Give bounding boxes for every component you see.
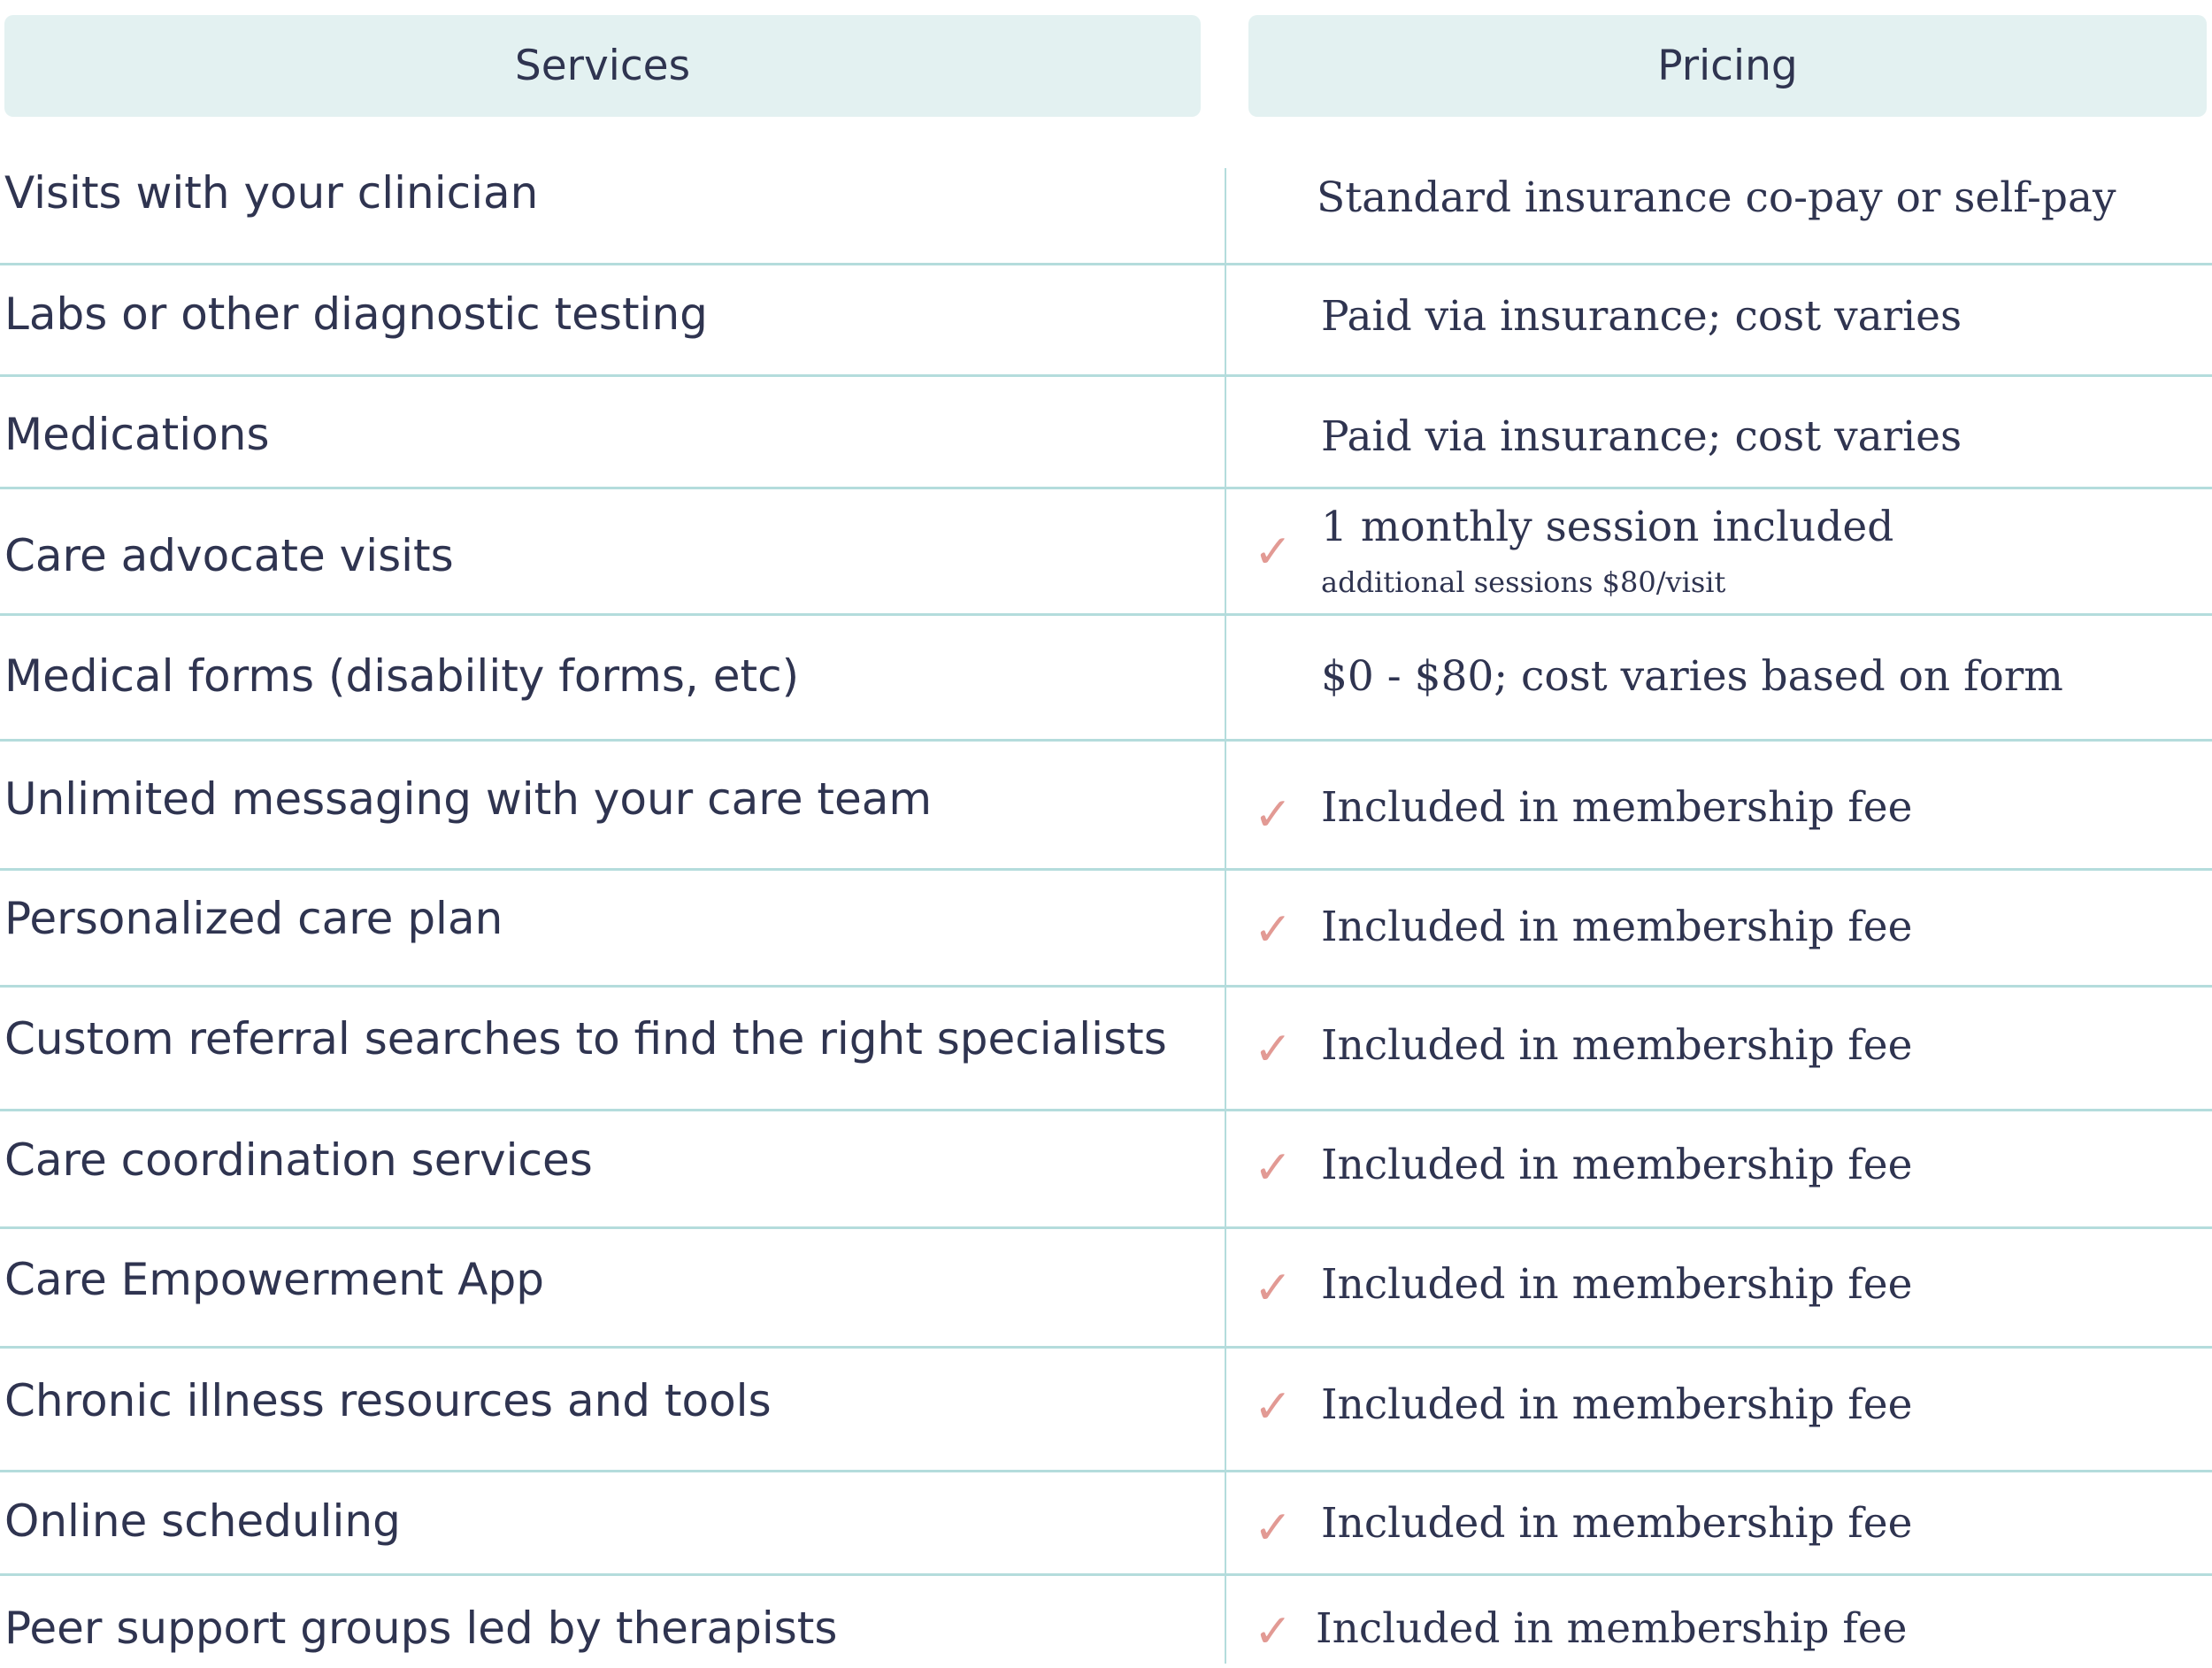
row-divider	[0, 985, 2212, 988]
pricing-label: Included in membership fee	[1321, 1141, 1913, 1189]
pricing-label: Included in membership fee	[1321, 1260, 1913, 1309]
column-divider	[1225, 168, 1226, 1664]
row-divider	[0, 739, 2212, 742]
service-label: Medical forms (disability forms, etc)	[4, 650, 800, 702]
service-label: Chronic illness resources and tools	[4, 1375, 772, 1426]
check-icon: ✓	[1254, 903, 1293, 957]
pricing-label: $0 - $80; cost varies based on form	[1321, 652, 2063, 701]
service-label: Custom referral searches to find the right specialists	[4, 1013, 1167, 1065]
check-icon: ✓	[1254, 526, 1293, 579]
service-label: Visits with your clinician	[4, 167, 539, 219]
pricing-label: Paid via insurance; cost varies	[1321, 412, 1962, 461]
row-divider	[0, 613, 2212, 616]
pricing-label: Included in membership fee	[1321, 1021, 1913, 1070]
row-divider	[0, 1573, 2212, 1576]
service-label: Labs or other diagnostic testing	[4, 288, 708, 340]
service-label: Peer support groups led by therapists	[4, 1603, 838, 1654]
row-divider	[0, 868, 2212, 871]
pricing-label: Included in membership fee	[1321, 903, 1913, 951]
check-icon: ✓	[1254, 1141, 1293, 1195]
pricing-label: 1 monthly session included	[1321, 503, 1894, 551]
pricing-label: Included in membership fee	[1316, 1604, 1908, 1653]
check-icon: ✓	[1254, 788, 1293, 842]
service-label: Care advocate visits	[4, 530, 454, 581]
pricing-label: Standard insurance co-pay or self-pay	[1317, 173, 2116, 222]
row-divider	[0, 1226, 2212, 1229]
pricing-label: Included in membership fee	[1321, 1499, 1913, 1548]
check-icon: ✓	[1254, 1262, 1293, 1315]
services-header: Services	[4, 15, 1201, 117]
check-icon: ✓	[1254, 1605, 1293, 1658]
service-label: Medications	[4, 409, 270, 460]
row-divider	[0, 1346, 2212, 1349]
pricing-note: additional sessions $80/visit	[1321, 565, 1726, 599]
pricing-label: Paid via insurance; cost varies	[1321, 292, 1962, 341]
row-divider	[0, 1470, 2212, 1472]
check-icon: ✓	[1254, 1023, 1293, 1076]
pricing-label: Included in membership fee	[1321, 783, 1913, 832]
check-icon: ✓	[1254, 1380, 1293, 1434]
service-label: Care coordination services	[4, 1134, 593, 1186]
check-icon: ✓	[1254, 1502, 1293, 1555]
row-divider	[0, 263, 2212, 265]
row-divider	[0, 1109, 2212, 1111]
pricing-label: Included in membership fee	[1321, 1380, 1913, 1429]
service-label: Online scheduling	[4, 1495, 401, 1547]
pricing-header: Pricing	[1248, 15, 2207, 117]
service-label: Personalized care plan	[4, 893, 503, 944]
row-divider	[0, 374, 2212, 377]
service-label: Unlimited messaging with your care team	[4, 773, 933, 825]
row-divider	[0, 487, 2212, 489]
service-label: Care Empowerment App	[4, 1254, 544, 1305]
